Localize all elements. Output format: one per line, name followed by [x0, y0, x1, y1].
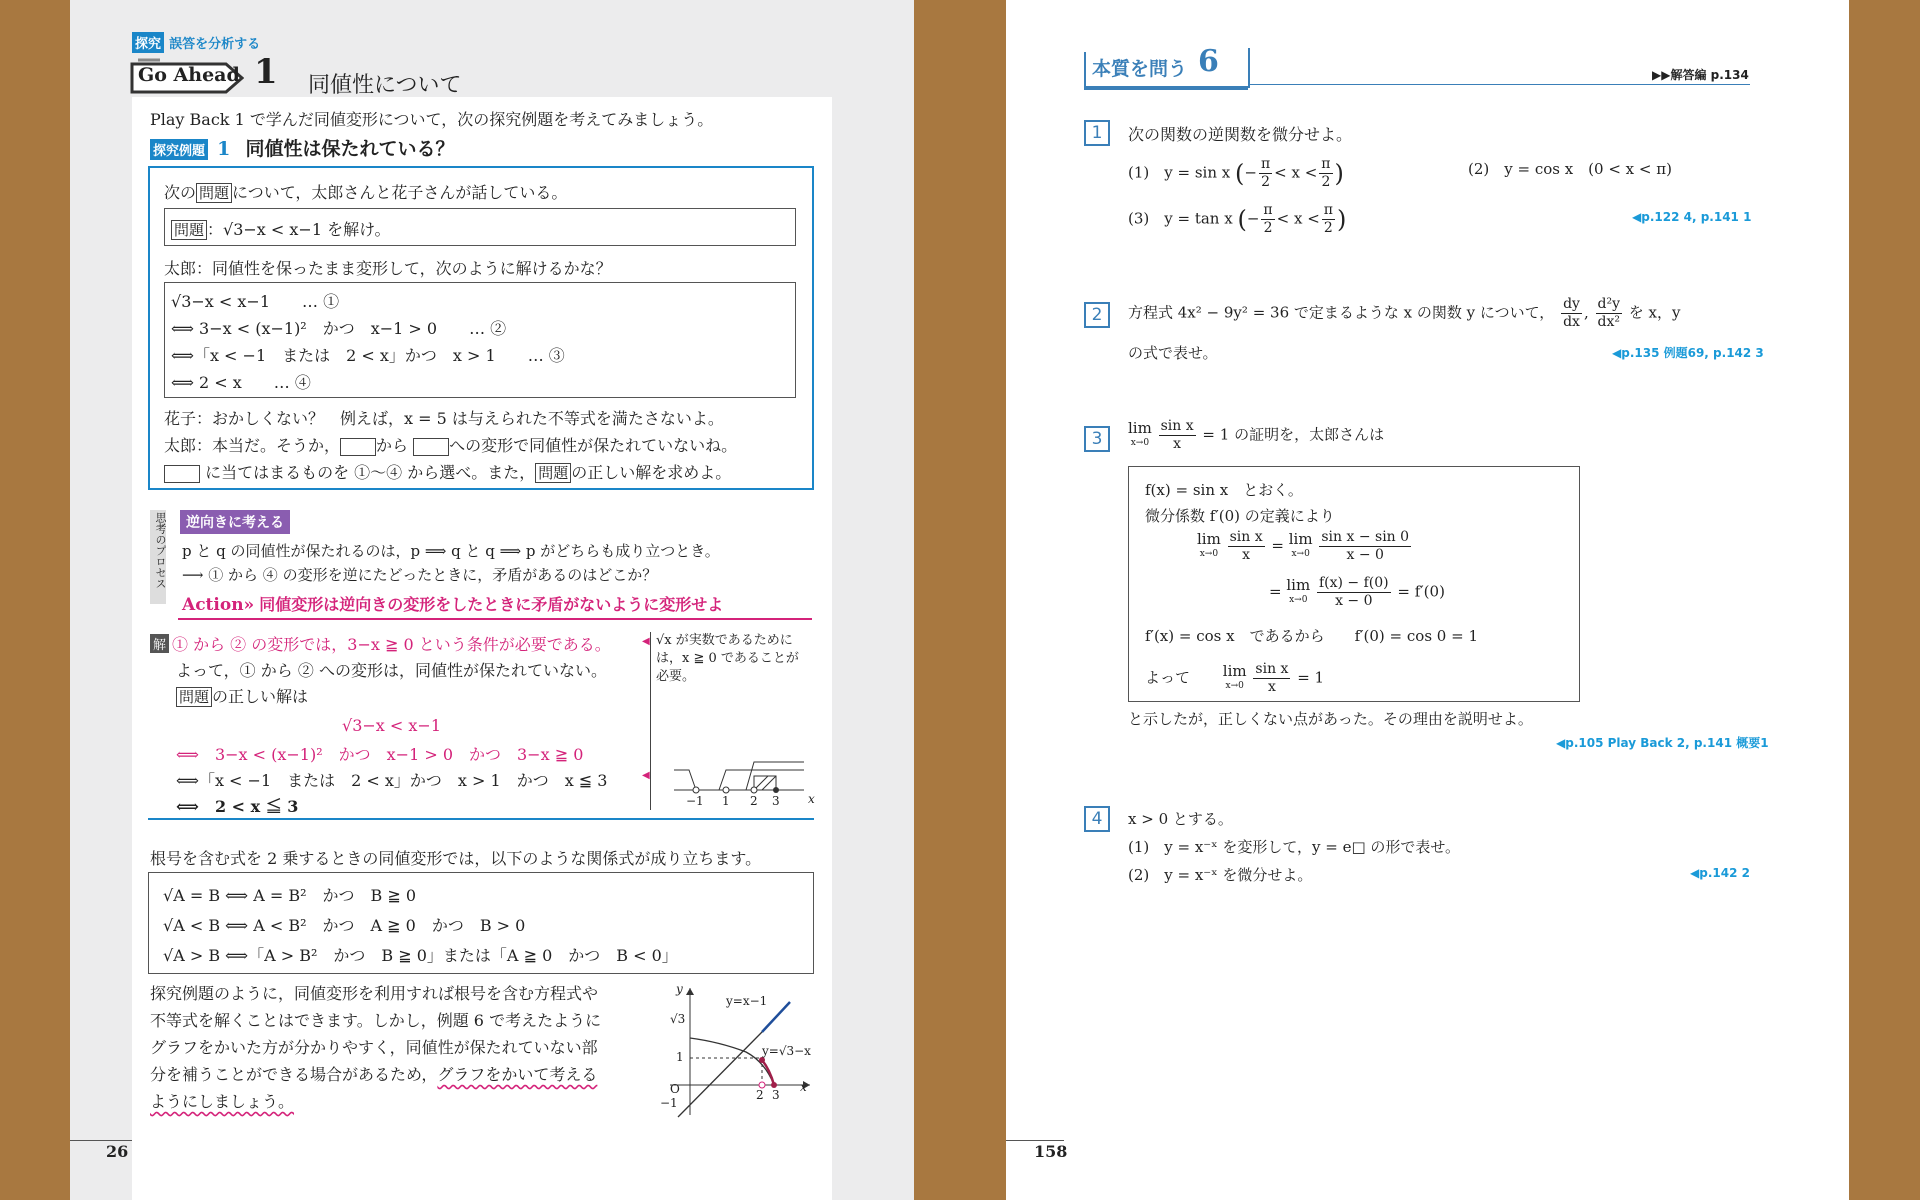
- steps-box: [164, 282, 796, 398]
- question-3-ref[interactable]: ◀p.105 Play Back 2, p.141 概要1: [1556, 736, 1769, 750]
- question-1-number: 1: [1084, 120, 1110, 146]
- question-1-text: 次の関数の逆関数を微分せよ。: [1128, 125, 1353, 144]
- question-2-text: 方程式 4x² − 9y² = 36 で定まるような x の関数 y について， $\frac{dy}{dx}$ , $\frac{\text{d²y}}{\text{dx²}}$ を x，y: [1128, 296, 1681, 330]
- explore-subtitle: 誤答を分析する: [169, 37, 261, 52]
- taro-line-2: 太郎：本当だ。そうか， から への変形で同値性が保たれていないね。: [164, 436, 738, 455]
- axis-label-2: 2: [750, 794, 758, 808]
- proof-line-2: 微分係数 f′(0) の定義により: [1145, 507, 1335, 525]
- taro-line-1: 太郎：同値性を保ったまま変形して，次のように解けるかな？: [164, 259, 612, 278]
- proof-line-1: f(x) = sin x とおく。: [1145, 481, 1303, 499]
- graph-label-sqrt3: √3: [670, 1012, 686, 1026]
- rule-1: √A = B ⟺ A = B² かつ B ≧ 0: [163, 886, 417, 905]
- question-3-number: 3: [1084, 426, 1110, 452]
- step-2: ⟺ 3−x < (x−1)² かつ x−1 > 0 … ②: [171, 319, 507, 338]
- intro-text: Play Back 1 で学んだ同値変形について，次の探究例題を考えてみましょう。: [150, 110, 714, 129]
- proof-limit-1: lim x→0 $\frac{\text{sin x}}{x}$ = lim x→0 $\frac{\text{sin x − sin 0}}{x - 0}$: [1197, 529, 1410, 563]
- question-4-part-1: (1) y = x⁻ˣ を変形して，y = e□ の形で表せ。: [1128, 838, 1460, 856]
- axis-label-minus1: −1: [686, 794, 704, 808]
- graph-label-line: y=x−1: [726, 994, 768, 1008]
- left-page: [70, 0, 914, 1200]
- solution-step-2: ⟺ 3−x < (x−1)² かつ x−1 > 0 かつ 3−x ≧ 0: [176, 745, 584, 764]
- action-underline: [178, 618, 812, 620]
- action-line: Action» 同値変形は逆向きの変形をしたときに矛盾がないように変形せよ: [182, 595, 724, 615]
- proof-box: [1128, 466, 1580, 702]
- question-line: に当てはまるものを ①〜④ から選べ。また， 問題 の正しい解を求めよ。: [164, 460, 731, 483]
- question-1-part-2: (2) y = cos x (0 < x < π): [1468, 160, 1672, 178]
- question-2-text-2: の式で表せ。: [1128, 344, 1218, 362]
- step-1: √3−x < x−1 … ①: [171, 292, 340, 311]
- rule-intro: 根号を含む式を 2 乗するときの同値変形では，以下のような関係式が成り立ちます。: [150, 849, 762, 868]
- header-divider: [1248, 48, 1250, 88]
- question-4-ref[interactable]: ◀p.142 2: [1690, 866, 1750, 880]
- question-2-ref[interactable]: ◀p.135 例題69, p.142 3: [1612, 346, 1764, 360]
- header-rule: [1248, 84, 1750, 85]
- proof-limit-2: = lim x→0 $\frac{f(x) - f(0)}{x - 0}$ = f′(0): [1269, 575, 1445, 609]
- explore-tag: 探究: [132, 32, 164, 53]
- problem-statement-box: 問題 ：√3−x < x−1 を解け。: [164, 208, 796, 246]
- think-tag: 逆向きに考える: [180, 510, 290, 534]
- closing-paragraph: 探究例題のように，同値変形を利用すれば根号を含む方程式や 不等式を解くことはできます。しかし，例題 6 で考えたように グラフをかいた方が分かりやすく，同値性が保たれていない部 分を補うことができる場合があるため，グラフをかいて考える ようにしましょう。: [150, 984, 602, 1111]
- graph-label-1: 1: [676, 1050, 684, 1064]
- question-4-part-2: (2) y = x⁻ˣ を微分せよ。: [1128, 866, 1313, 884]
- right-page-number: 158: [1034, 1142, 1068, 1161]
- solution-line-3: 問題 の正しい解は: [176, 684, 308, 707]
- header-title: 本質を問う: [1092, 58, 1188, 80]
- thinking-side-label: 思考のプロセス: [154, 512, 167, 589]
- graph-label-curve: y=√3−x: [762, 1044, 811, 1058]
- question-2-number: 2: [1084, 302, 1110, 328]
- note-pointer-icon-2: ◀: [642, 770, 650, 781]
- go-ahead-badge: Go Ahead: [130, 58, 240, 92]
- side-note: √x が実数であるために は，x ≧ 0 であることが 必要。: [656, 633, 799, 684]
- header-number: 6: [1198, 44, 1219, 79]
- page-title: 同値性について: [308, 73, 462, 98]
- solution-step-1: √3−x < x−1: [342, 716, 441, 735]
- graph-label-origin: O: [670, 1082, 680, 1096]
- page-number-rule: [70, 1140, 132, 1141]
- think-line-1: p と q の同値性が保たれるのは，p ⟹ q と q ⟹ p がどちらも成り立つとき。: [182, 542, 720, 560]
- note-divider: [650, 632, 651, 810]
- question-3-text: lim x→0 $\frac{\text{sin x}}{x}$ = 1 の証明を，太郎さんは: [1128, 418, 1385, 452]
- right-page: [1006, 0, 1849, 1200]
- explore-header: [132, 32, 260, 53]
- solution-tag: 解: [150, 634, 169, 653]
- note-pointer-icon: ◀: [642, 636, 650, 647]
- graph-label-y: y: [676, 982, 683, 996]
- question-4-text: x > 0 とする。: [1128, 810, 1233, 828]
- go-ahead-number: 1: [254, 52, 278, 92]
- problem-intro: 次の 問題 について，太郎さんと花子さんが話している。: [164, 183, 568, 202]
- question-4-number: 4: [1084, 806, 1110, 832]
- right-page-number-rule: [1006, 1140, 1064, 1141]
- proof-line-3: f′(x) = cos x であるから f′(0) = cos 0 = 1: [1145, 627, 1478, 645]
- axis-label-x: x: [808, 792, 815, 806]
- graph-label-x: x: [800, 1080, 807, 1094]
- proof-line-4: よって lim x→0 $\frac{\text{sin x}}{x}$ = 1: [1145, 661, 1325, 695]
- solution-line-1: ① から ② の変形では，3−x ≧ 0 という条件が必要である。: [172, 635, 611, 654]
- answer-ref: ▶▶解答編 p.134: [1652, 68, 1749, 82]
- page-number: 26: [106, 1142, 129, 1161]
- example-box: [148, 166, 814, 490]
- graph-label-3: 3: [772, 1088, 780, 1102]
- axis-label-3: 3: [772, 794, 780, 808]
- think-line-2: ⟶ ① から ④ の変形を逆にたどったときに，矛盾があるのはどこか？: [182, 566, 658, 584]
- rule-2: √A < B ⟺ A < B² かつ A ≧ 0 かつ B > 0: [163, 916, 526, 935]
- question-3-end: と示したが，正しくない点があった。その理由を説明せよ。: [1128, 710, 1533, 728]
- rules-box: [148, 872, 814, 974]
- question-1-part-3: (3) y = tan x (− $\frac{\pi}{2}$ < x < $\frac{\pi}{2}$ ): [1128, 202, 1347, 236]
- solution-step-4: ⟺ 2 < x ≦ 3: [176, 797, 299, 816]
- step-3: ⟺「x < −1 または 2 < x」かつ x > 1 … ③: [171, 346, 565, 365]
- example-tag: 探究例題: [150, 139, 208, 160]
- step-4: ⟺ 2 < x … ④: [171, 373, 311, 392]
- hanako-line: 花子：おかしくない？ 例えば，x = 5 は与えられた不等式を満たさないよ。: [164, 409, 724, 428]
- axis-label-1: 1: [722, 794, 730, 808]
- solution-line-2: よって，① から ② への変形は，同値性が保たれていない。: [176, 661, 607, 680]
- example-heading: 探究例題 1 同値性は保たれている？: [150, 134, 454, 161]
- rule-3: √A > B ⟺「A > B² かつ B ≧ 0」または「A ≧ 0 かつ B < 0」: [163, 946, 678, 965]
- graph-label-2: 2: [756, 1088, 764, 1102]
- solution-rule: [148, 818, 814, 820]
- solution-step-3: ⟺「x < −1 または 2 < x」かつ x > 1 かつ x ≦ 3: [176, 771, 608, 790]
- question-1-ref[interactable]: ◀p.122 4, p.141 1: [1632, 210, 1752, 224]
- question-1-part-1: (1) y = sin x (− $\frac{\pi}{2}$ < x < $\frac{\pi}{2}$ ): [1128, 156, 1344, 190]
- graph-label-minus1: −1: [660, 1096, 678, 1110]
